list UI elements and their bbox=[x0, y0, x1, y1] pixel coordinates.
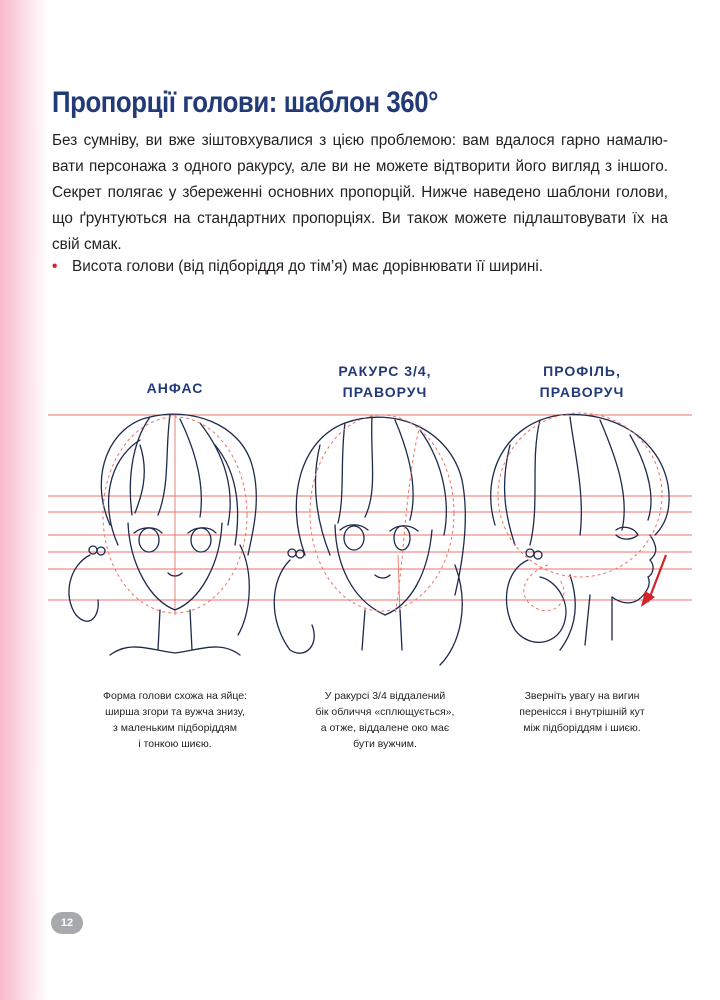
three-quarter-head-outline-guide bbox=[310, 415, 454, 611]
caption-line: бік обличчя «сплющується», bbox=[315, 706, 455, 718]
view-label-three-quarter bbox=[305, 361, 465, 403]
caption-line: Зверніть увагу на вигин bbox=[524, 690, 640, 702]
caption-line: Форма голови схожа на яйце: bbox=[103, 690, 247, 702]
intro-paragraph: Без сумніву, ви вже зіштовхувалися з цією проблемою: вам вдалося гарно намалю-вати персонажа з одного ракурсу, але ви не можете відтворити його вигляд з іншого. Секрет полягає у збереженні основних пропорцій. Нижче наведено шаблони голови, що ґрунтуються на стандартних пропорціях. Ви також можете підлаштовувати їх на свій смак. bbox=[52, 132, 668, 253]
caption-line: У ракурсі 3/4 віддалений bbox=[324, 690, 446, 702]
view-label-line: АНФАС bbox=[146, 380, 204, 396]
caption-line: з маленьким підборіддям bbox=[113, 722, 237, 734]
proportion-guide-lines bbox=[48, 415, 692, 615]
caption-profile bbox=[497, 688, 667, 736]
profile-view-drawing bbox=[491, 414, 669, 650]
head-template-illustrations bbox=[0, 405, 720, 685]
caption-line: а отже, віддалене око має bbox=[320, 722, 450, 734]
view-label-line: РАКУРС 3/4, bbox=[338, 363, 432, 379]
view-label-line: ПРАВОРУЧ bbox=[342, 384, 428, 400]
page-number-badge: 12 bbox=[51, 912, 83, 934]
caption-line: бути вужчим. bbox=[353, 738, 417, 750]
view-label-line: ПРАВОРУЧ bbox=[539, 384, 625, 400]
caption-front bbox=[90, 688, 260, 752]
red-down-arrow-icon bbox=[641, 555, 666, 607]
view-label-front bbox=[100, 378, 250, 399]
bullet-item bbox=[52, 254, 543, 280]
profile-ponytail-guide bbox=[524, 565, 564, 611]
view-label-profile bbox=[502, 361, 662, 403]
caption-line: і тонкою шиєю. bbox=[138, 738, 212, 750]
caption-line: ширша згори та вужча знизу, bbox=[105, 706, 245, 718]
caption-three-quarter bbox=[300, 688, 470, 752]
page-title: Пропорції голови: шаблон 360° bbox=[52, 86, 439, 119]
view-label-line: ПРОФІЛЬ, bbox=[543, 363, 621, 379]
three-quarter-view-drawing bbox=[274, 417, 465, 665]
bullet-dot-icon: • bbox=[52, 258, 58, 275]
caption-line: між підборіддям і шиєю. bbox=[523, 722, 641, 734]
caption-line: перенісся і внутрішній кут bbox=[519, 706, 645, 718]
bullet-text: Висота голови (від підборіддя до тім’я) має дорівнювати її ширині. bbox=[72, 258, 543, 275]
